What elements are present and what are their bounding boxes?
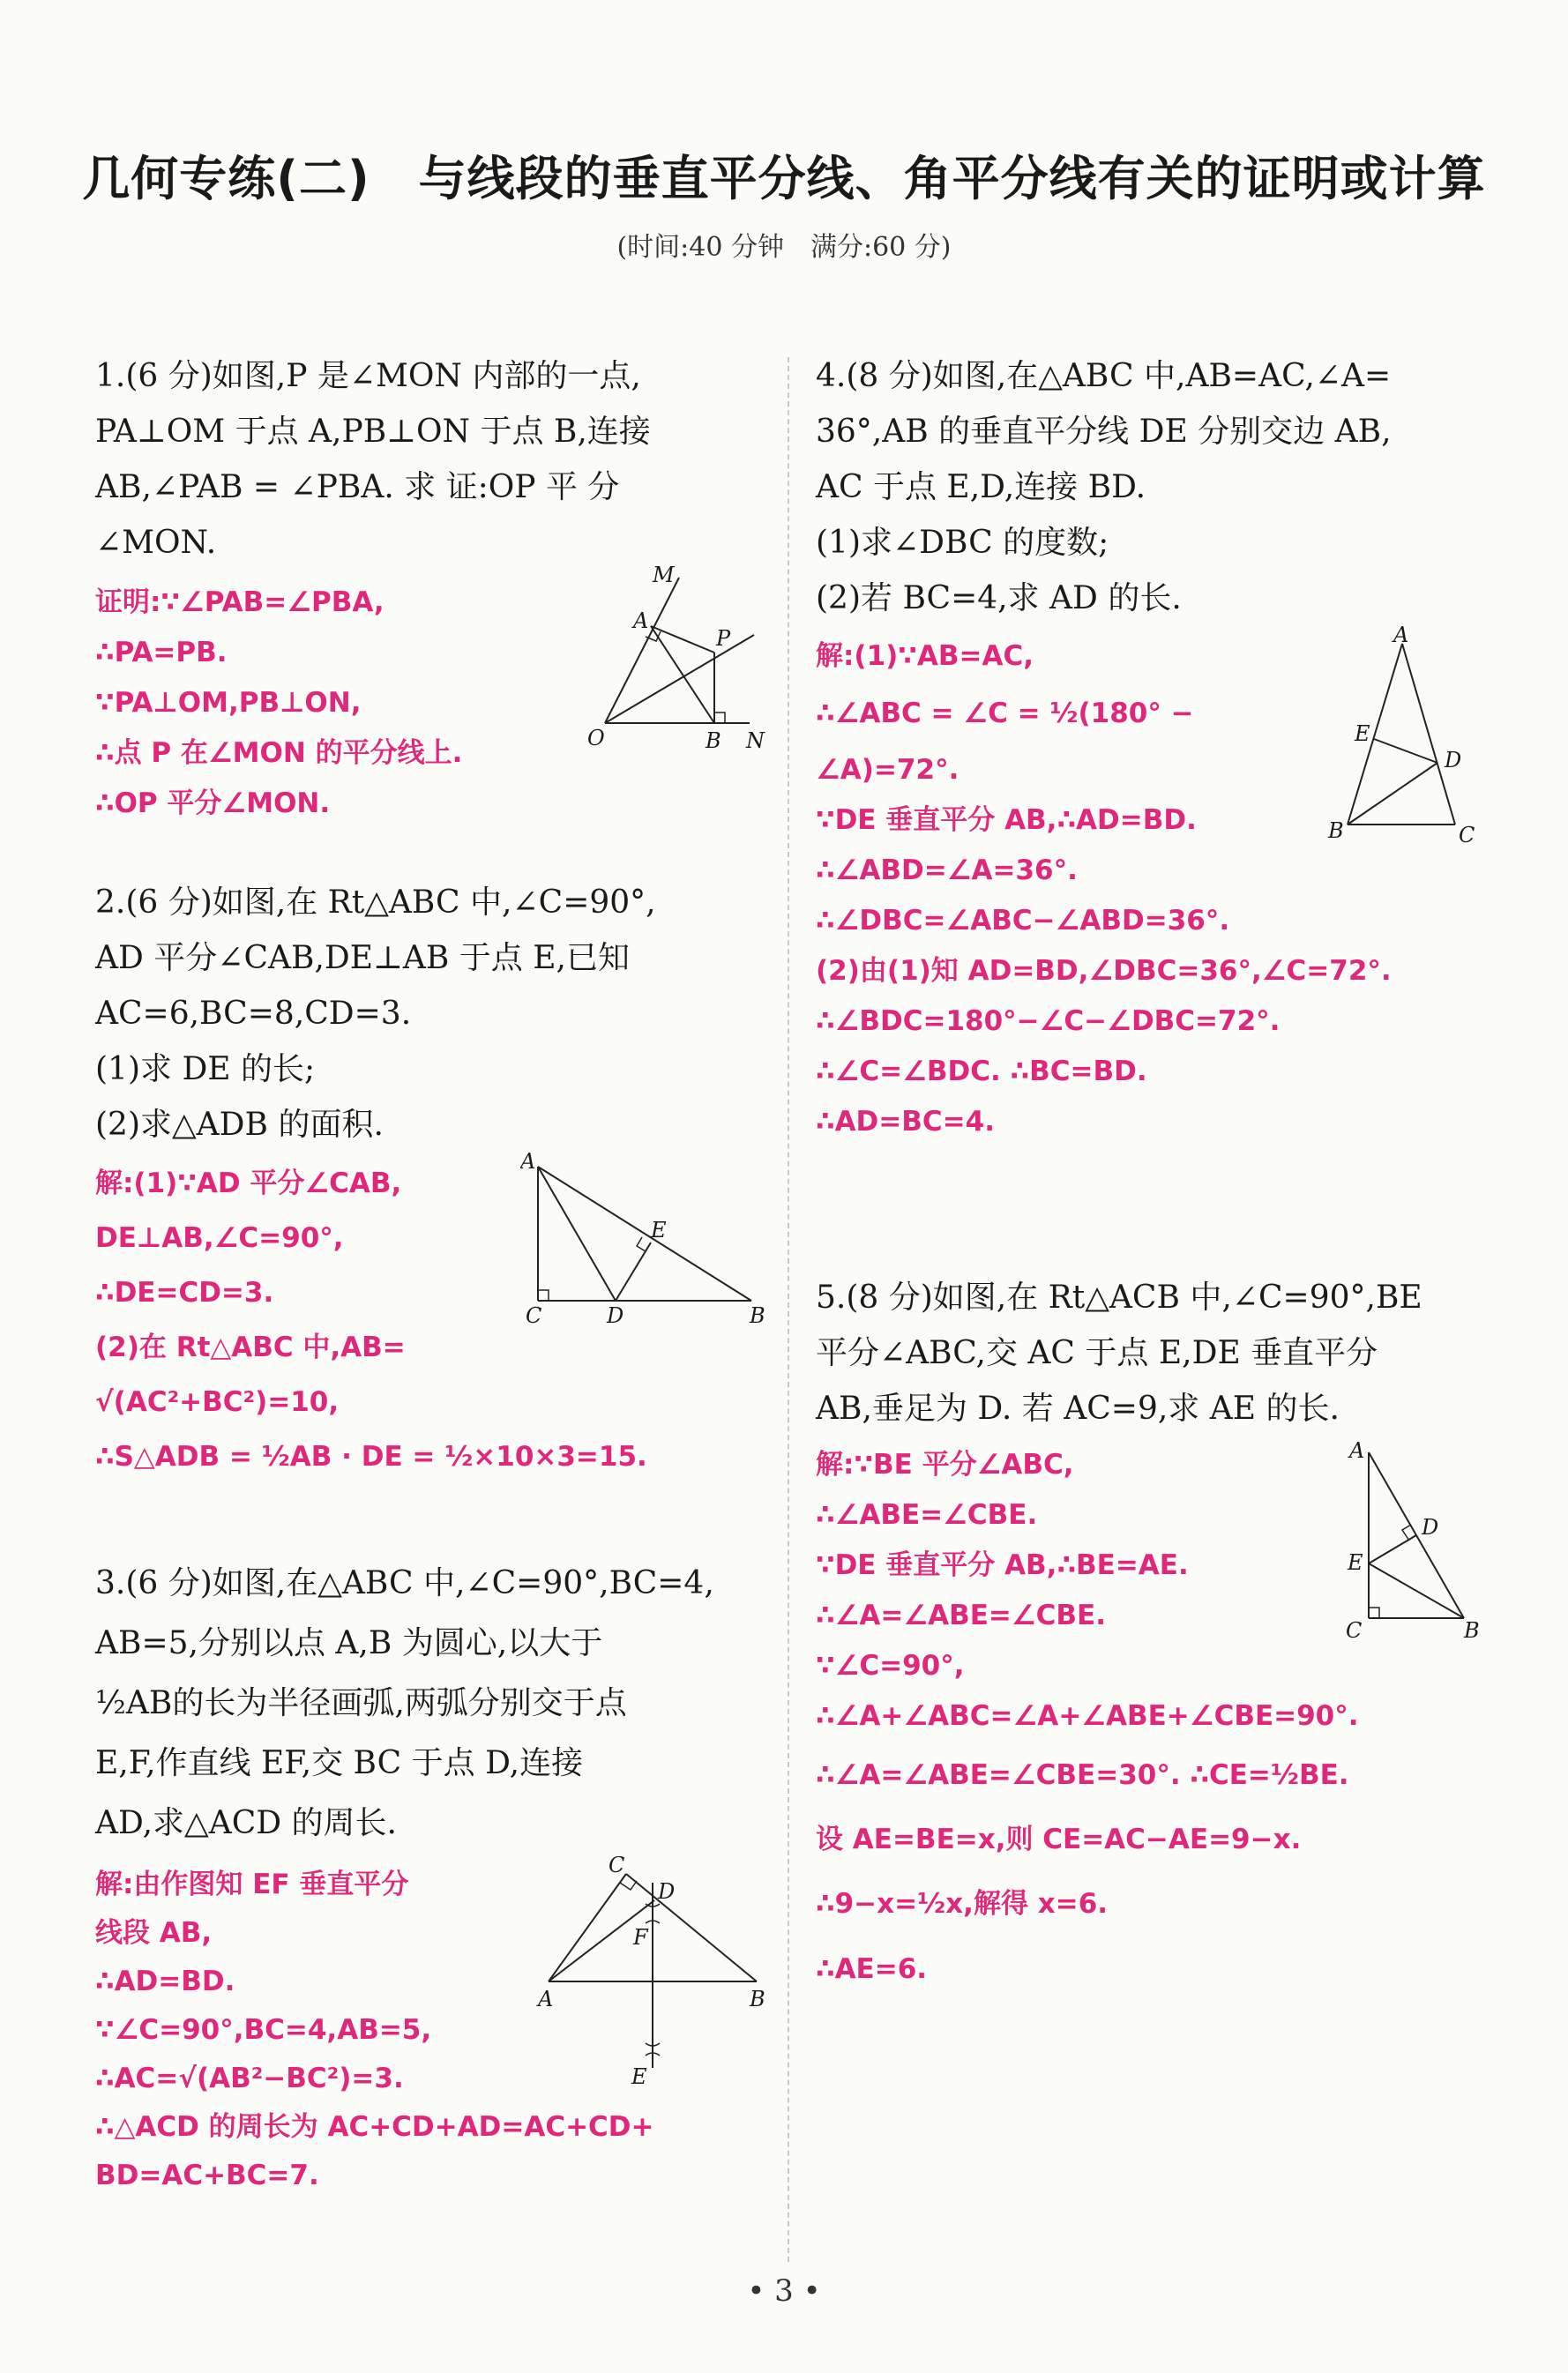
problem-4-solution: 解:(1)∵AB=AC, ∴∠ABC = ∠C = ½(180° − ∠A)=72°. ∵DE 垂直平分 AB,∴AD=BD. ∴∠ABD=∠A=36°. ∴∠DBC=∠ABC−∠ABD=36°. (2)由(1)知 AD=BD,∠DBC=36°,∠C=72°. ∴∠BDC=180°−∠C−∠DBC=72°. ∴∠C=∠BDC. ∴BC=BD. ∴AD=BC=4.: [816, 640, 1392, 1138]
label-a: A: [1349, 1438, 1365, 1463]
problem-4-question: 4.(8 分)如图,在△ABC 中,AB=AC,∠A= 36°,AB 的垂直平分线 DE 分别交边 AB, AC 于点 E,D,连接 BD. (1)求∠DBC 的度数; (2)若 BC=4,求 AD 的长.: [816, 358, 1392, 616]
label-d: D: [1422, 1515, 1439, 1540]
label-b: B: [750, 1987, 765, 2011]
problem-5-solution: 解:∵BE 平分∠ABC, ∴∠ABE=∠CBE. ∵DE 垂直平分 AB,∴BE=AE. ∴∠A=∠ABE=∠CBE. ∵∠C=90°, ∴∠A+∠ABC=∠A+∠ABE+∠CBE=90°. ∴∠A=∠ABE=∠CBE=30°. ∴CE=½BE. 设 AE=BE=x,则 CE=AC−AE=9−x. ∴9−x=½x,解得 x=6. ∴AE=6.: [816, 1449, 1359, 1985]
problem-3-figure: [529, 1856, 776, 2086]
problem-2-figure: [520, 1151, 776, 1327]
label-e: E: [631, 2064, 647, 2086]
column-divider: [788, 357, 789, 2262]
label-f: F: [633, 1925, 648, 1950]
label-c: C: [1459, 823, 1475, 847]
label-a: A: [520, 1151, 536, 1174]
label-e: E: [1348, 1550, 1363, 1575]
label-b: B: [750, 1303, 765, 1327]
problem-2-solution: 解:(1)∵AD 平分∠CAB, DE⊥AB,∠C=90°, ∴DE=CD=3. (2)在 Rt△ABC 中,AB= √(AC²+BC²)=10, ∴S△ADB = ½AB · DE = ½×10×3=15.: [95, 1168, 647, 1473]
label-o: O: [587, 726, 605, 750]
label-d: D: [607, 1303, 624, 1327]
page-subtitle: (时间:40 分钟 满分:60 分): [616, 232, 952, 263]
problem-1-figure: [573, 564, 776, 767]
label-d: D: [1445, 748, 1462, 772]
label-c: C: [526, 1303, 542, 1327]
label-b: B: [1328, 818, 1344, 843]
problem-2-question: 2.(6 分)如图,在 Rt△ABC 中,∠C=90°, AD 平分∠CAB,DE⊥AB 于点 E,已知 AC=6,BC=8,CD=3. (1)求 DE 的长; (2)求△ADB 的面积.: [95, 884, 656, 1143]
problem-3-solution: 解:由作图知 EF 垂直平分 线段 AB, ∴AD=BD. ∵∠C=90°,BC=4,AB=5, ∴AC=√(AB²−BC²)=3. ∴△ACD 的周长为 AC+CD+AD=AC+CD+ BD=AC+BC=7.: [95, 1869, 654, 2191]
problem-4-figure: [1323, 626, 1499, 855]
label-a: A: [1393, 626, 1409, 647]
label-b: B: [1464, 1618, 1480, 1643]
label-e: E: [1355, 721, 1370, 746]
label-a: A: [538, 1987, 554, 2011]
problem-5-figure: [1332, 1433, 1490, 1645]
label-e: E: [651, 1218, 667, 1242]
label-c: C: [609, 1856, 625, 1877]
label-m: M: [653, 564, 675, 587]
label-n: N: [746, 728, 765, 753]
label-c: C: [1346, 1618, 1363, 1643]
problem-1-solution: 证明:∵∠PAB=∠PBA, ∴PA=PB. ∵PA⊥OM,PB⊥ON, ∴点 P 在∠MON 的平分线上. ∴OP 平分∠MON.: [95, 586, 463, 819]
problem-3-question: 3.(6 分)如图,在△ABC 中,∠C=90°,BC=4, AB=5,分别以点 A,B 为圆心,以大于 ½AB的长为半径画弧,两弧分别交于点 E,F,作直线 EF,交 BC 于点 D,连接 AD,求△ACD 的周长.: [95, 1565, 714, 1841]
label-a: A: [633, 608, 649, 633]
label-p: P: [716, 626, 731, 651]
page-title: 几何专练(二) 与线段的垂直平分线、角平分线有关的证明或计算: [82, 151, 1486, 206]
label-b: B: [706, 728, 721, 753]
page-number: • 3 •: [747, 2273, 821, 2309]
problem-5-question: 5.(8 分)如图,在 Rt△ACB 中,∠C=90°,BE 平分∠ABC,交 AC 于点 E,DE 垂直平分 AB,垂足为 D. 若 AC=9,求 AE 的长.: [816, 1280, 1422, 1427]
label-d: D: [658, 1879, 676, 1904]
problem-1-question: 1.(6 分)如图,P 是∠MON 内部的一点, PA⊥OM 于点 A,PB⊥ON 于点 B,连接 AB,∠PAB = ∠PBA. 求 证:OP 平 分 ∠MON.: [95, 358, 651, 561]
